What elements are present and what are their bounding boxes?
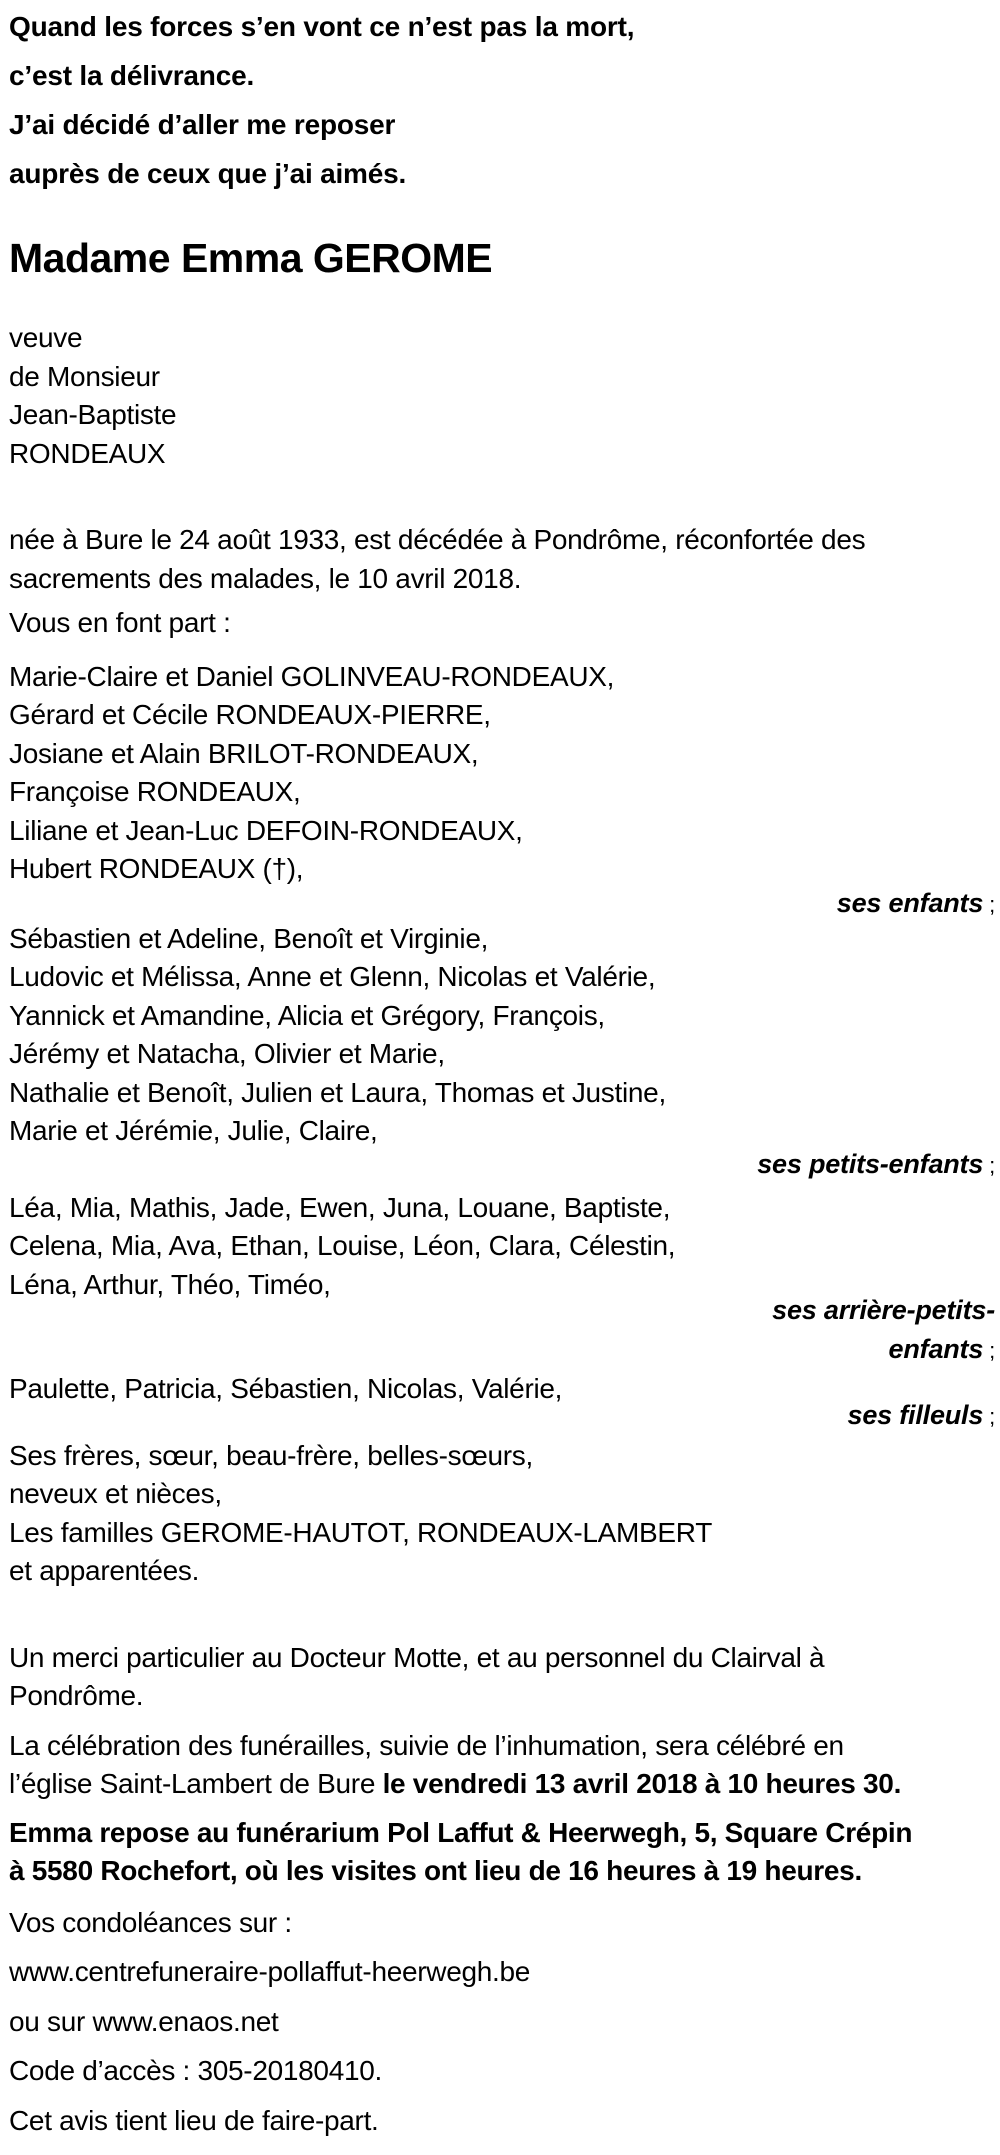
intro-line: Vous en font part : xyxy=(9,607,231,638)
children-line: Josiane et Alain BRILOT-RONDEAUX, xyxy=(9,737,479,769)
children-line: Marie-Claire et Daniel GOLINVEAU-RONDEAUX, xyxy=(9,660,615,692)
godchildren-label-text: ses filleuls xyxy=(847,1399,984,1430)
notice-line: née à Bure le 24 août 1933, est décédée à Pondrôme, réconfortée des xyxy=(9,524,866,555)
great-grandchildren-line: Léna, Arthur, Théo, Timéo, xyxy=(9,1268,331,1300)
grandchildren-line: Marie et Jérémie, Julie, Claire, xyxy=(9,1115,378,1146)
great-grandchildren-list xyxy=(9,1189,995,1305)
great-grandchildren-line: Léa, Mia, Mathis, Jade, Ewen, Juna, Louane, Baptiste, xyxy=(9,1191,671,1223)
relatives-line: Les familles GEROME-HAUTOT, RONDEAUX-LAMBERT xyxy=(9,1516,713,1548)
godchildren-label xyxy=(9,1399,995,1430)
opening-quote xyxy=(9,2,995,198)
great-grandchildren-line: Celena, Mia, Ava, Ethan, Louise, Léon, Clara, Célestin, xyxy=(9,1230,676,1261)
godchildren-line: Paulette, Patricia, Sébastien, Nicolas, Valérie, xyxy=(9,1373,563,1404)
children-label-text: ses enfants xyxy=(836,887,984,918)
thanks-line: Un merci particulier au Docteur Motte, et au personnel du Clairval à xyxy=(9,1641,825,1673)
godchildren-label-suffix: ; xyxy=(983,1403,995,1429)
condolences-intro: Vos condoléances sur : xyxy=(9,1906,292,1938)
spouse-relation xyxy=(9,319,995,473)
children-label xyxy=(9,887,995,918)
condolences-url-secondary-line xyxy=(9,1997,995,2047)
funeral-home-url-link[interactable]: www.centrefuneraire-pollaffut-heerwegh.be xyxy=(9,1956,531,1987)
relation-line: RONDEAUX xyxy=(9,437,166,469)
grandchildren-line: Nathalie et Benoît, Julien et Laura, Thomas et Justine, xyxy=(9,1076,666,1108)
repose-line: à 5580 Rochefort, où les visites ont lieu de 16 heures à 19 heures. xyxy=(9,1855,862,1886)
quote-line: Quand les forces s’en vont ce n’est pas la mort, xyxy=(9,11,635,42)
grandchildren-line: Ludovic et Mélissa, Anne et Glenn, Nicolas et Valérie, xyxy=(9,961,656,992)
funeral-line xyxy=(9,1765,995,1804)
great-grandchildren-label-line2 xyxy=(9,1330,995,1370)
grandchildren-label xyxy=(9,1148,995,1179)
relation-line: veuve xyxy=(9,322,83,353)
funeral-church-text: l’église Saint-Lambert de Bure xyxy=(9,1768,383,1799)
relatives-list xyxy=(9,1437,995,1591)
grandchildren-label-suffix: ; xyxy=(983,1152,995,1178)
thanks-paragraph xyxy=(9,1639,995,1716)
grandchildren-list xyxy=(9,920,995,1151)
grandchildren-label-text: ses petits-enfants xyxy=(757,1148,984,1179)
relatives-line: neveux et nièces, xyxy=(9,1478,222,1509)
children-line: Françoise RONDEAUX, xyxy=(9,776,301,807)
deceased-name-title: Madame Emma GEROME xyxy=(9,235,493,281)
closing-line: Cet avis tient lieu de faire-part. xyxy=(9,2104,379,2136)
relation-line: de Monsieur xyxy=(9,360,160,392)
children-label-suffix: ; xyxy=(983,891,995,917)
children-line: Gérard et Cécile RONDEAUX-PIERRE, xyxy=(9,699,491,730)
grandchildren-line: Jérémy et Natacha, Olivier et Marie, xyxy=(9,1038,445,1069)
quote-line: c’est la délivrance. xyxy=(9,60,255,91)
access-code-line: Code d’accès : 305-20180410. xyxy=(9,2055,382,2086)
funeral-line: La célébration des funérailles, suivie de l’inhumation, sera célébré en xyxy=(9,1729,844,1761)
death-notice xyxy=(9,521,995,598)
repose-line: Emma repose au funérarium Pol Laffut & Heerwegh, 5, Square Crépin xyxy=(9,1816,913,1848)
children-line: Hubert RONDEAUX (†), xyxy=(9,853,304,884)
children-line: Liliane et Jean-Luc DEFOIN-RONDEAUX, xyxy=(9,814,523,846)
enaos-url-link[interactable]: www.enaos.net xyxy=(92,2005,279,2037)
notice-line: sacrements des malades, le 10 avril 2018. xyxy=(9,562,522,594)
relatives-line: Ses frères, sœur, beau-frère, belles-sœurs, xyxy=(9,1439,533,1471)
quote-line: auprès de ceux que j’ai aimés. xyxy=(9,158,407,189)
grandchildren-line: Sébastien et Adeline, Benoît et Virginie, xyxy=(9,922,489,954)
funeral-paragraph xyxy=(9,1727,995,1804)
condolences-section xyxy=(9,1898,995,2146)
grandchildren-line: Yannick et Amandine, Alicia et Grégory, François, xyxy=(9,999,605,1031)
condolences-url-primary-line xyxy=(9,1947,995,1997)
quote-line: J’ai décidé d’aller me reposer xyxy=(9,109,396,140)
relatives-line: et apparentées. xyxy=(9,1555,200,1586)
great-grandchildren-label-text2: enfants xyxy=(888,1334,984,1364)
thanks-line: Pondrôme. xyxy=(9,1680,144,1711)
relation-line: Jean-Baptiste xyxy=(9,399,177,430)
funeral-datetime-text: le vendredi 13 avril 2018 à 10 heures 30. xyxy=(382,1768,902,1799)
children-list xyxy=(9,658,995,889)
repose-paragraph xyxy=(9,1814,995,1891)
announcement-intro xyxy=(9,604,995,643)
great-grandchildren-label-text1: ses arrière-petits- xyxy=(772,1295,995,1325)
condolences-url-secondary-prefix: ou sur xyxy=(9,2005,93,2037)
great-grandchildren-label-line1 xyxy=(9,1291,995,1330)
great-grandchildren-label-suffix: ; xyxy=(983,1338,995,1363)
